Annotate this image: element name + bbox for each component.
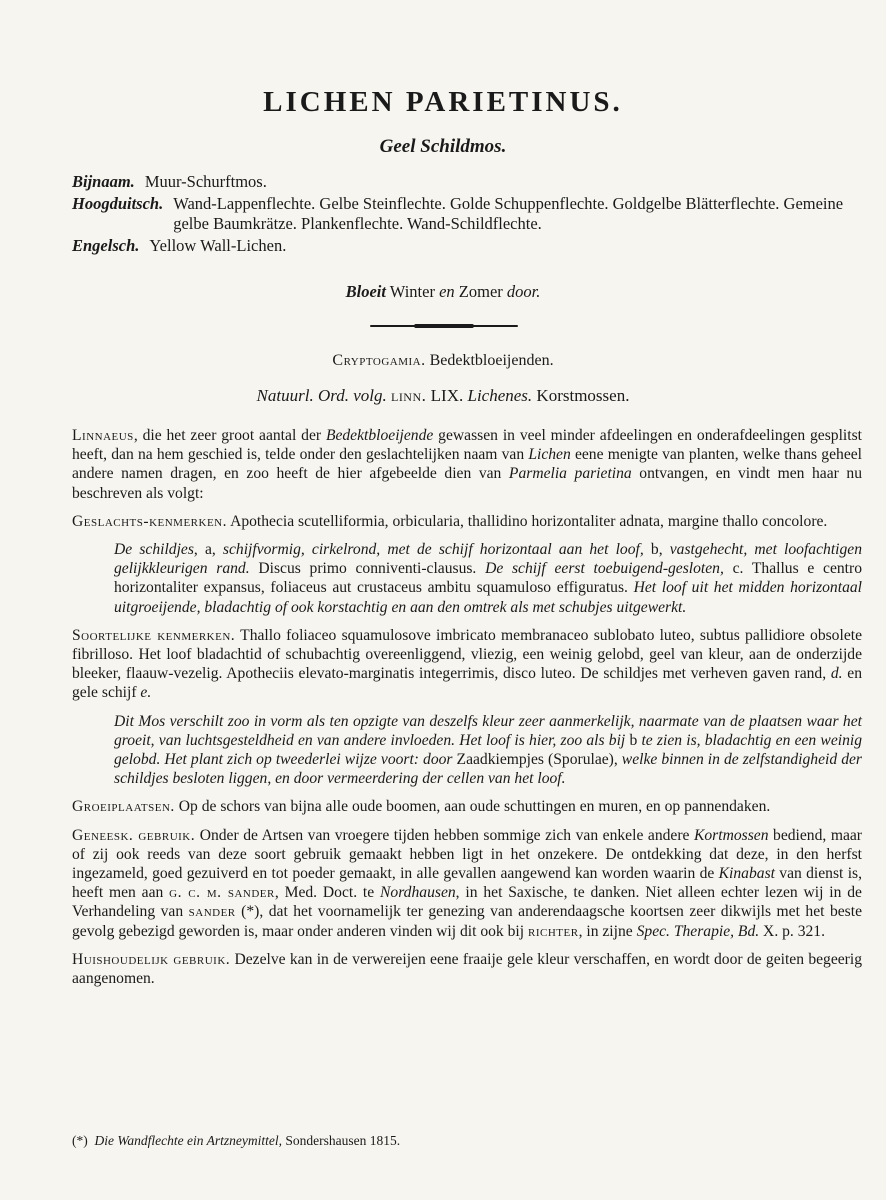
paragraph-lead: Linnaeus <box>72 427 134 444</box>
name-label: Engelsch. <box>72 236 140 255</box>
flowering-line <box>0 282 886 302</box>
name-row <box>72 236 862 256</box>
species-note <box>114 712 862 789</box>
name-label: Bijnaam. <box>72 172 135 191</box>
order-text: Natuurl. Ord. volg. <box>256 386 387 405</box>
name-text: Wand-Lappenflechte. Gelbe Steinflechte. Golde Schuppenflechte. Goldgelbe Blätterflechte. Gemeine gelbe Baumkrätze. Plankenflechte. Wand-Schildflechte. <box>173 194 844 233</box>
text-run: De schildjes <box>114 541 194 559</box>
text-run: , die het zeer groot aantal der <box>133 427 326 444</box>
text-run: Parmelia parietina <box>508 465 632 483</box>
text-run: vastgehecht, met loofachtigen gelijkkleurigen rand. <box>114 541 862 578</box>
text-run: X. p. 321. <box>759 922 825 940</box>
text-run: en door vermeerdering der cellen van het loof. <box>275 770 566 788</box>
text-run: Kortmossen <box>693 826 769 844</box>
text-run: Thallo foliaceo squamulosove imbricato membranaceo sublobato luteo, subtus pallidiore obsolete fibrilloso. Het loof bladachtid of schubachtig overeenliggend, vliezig, een weinig gelobd, geel van kleur, aan de onderzijde bleeker, flaauw-vezelig. Apotheciis elevato-marginatis integerrimis, disco luteo. De schildjes met verheven gaven rand, <box>72 626 862 683</box>
flowering-word: door. <box>506 282 541 301</box>
flowering-word: Winter <box>389 282 435 301</box>
divider-rule <box>370 325 518 327</box>
text-run: Dezelve kan in de verwereijen eene fraaije gele kleur verschaffen, en wordt door de geiten begeerig aangenomen. <box>72 950 862 988</box>
body-text <box>72 426 862 997</box>
text-run: , in het Saxische, te danken. Niet alleen echter lezen wij in de Verhandeling van <box>72 884 862 921</box>
text-run: Spec. Therapie, Bd. <box>636 922 760 940</box>
name-label: Hoogduitsch. <box>72 194 164 213</box>
text-run: van dienst is, heeft men aan <box>72 865 862 902</box>
text-run: e. <box>140 684 152 702</box>
text-run: gewassen in veel minder afdeelingen en onderafdeelingen gesplitst heeft, dan na hem geschied is, telde onder den geslachtelijken naam van <box>72 427 862 464</box>
name-text: Muur-Schurftmos. <box>144 172 267 191</box>
text-run: (*), dat het voornamelijk ter genezing van anderendaagsche koortsen zeer dikwijls met het beste gevolg gebezigd geworden is, maar onder anderen vinden wij dit ook bij <box>72 903 862 940</box>
flowering-word: Zomer <box>458 282 503 301</box>
text-run: Lichen <box>528 446 571 464</box>
paragraph-lead: Groeiplaatsen. <box>72 798 175 816</box>
text-run: Onder de Artsen van vroegere tijden hebben sommige zich van enkele andere <box>195 826 694 844</box>
text-run: eene menigte van planten, welke thans geheel andere namen dragen, en zoo heeft de hier afgebeelde dien van <box>72 446 862 483</box>
order-text: LIX. <box>430 386 464 405</box>
page-title: LICHEN PARIETINUS. <box>263 86 623 118</box>
paragraph-lead: Huishoudelijk gebruik. <box>72 950 231 968</box>
text-run: richter <box>528 922 579 940</box>
class-label: Cryptogamia. <box>332 352 426 369</box>
genus-paragraph <box>72 512 862 531</box>
order-text: linn. <box>390 386 427 405</box>
text-run: bediend, maar of zij ook reeds van deze soort gebruik gemaakt hebben ligt in het onzekere. De ontdekking dat deze, in den herfst ingezameld, goed gezuiverd en tot poeder gemaakt, in alle gevallen aangewend kan worden waarin de <box>72 826 862 883</box>
footnote-title: Die Wandflechte ein Artzneymittel, <box>94 1133 282 1148</box>
text-run: , Med. Doct. te <box>274 884 380 902</box>
species-paragraph <box>72 626 862 703</box>
footnote <box>72 1133 862 1149</box>
class-text: Bedektbloeijenden. <box>429 352 554 369</box>
order-text: Korstmossen. <box>536 386 630 405</box>
text-run: en gele schijf <box>72 665 862 702</box>
text-run: sander <box>188 903 236 921</box>
footnote-text: Sondershausen 1815. <box>281 1133 401 1148</box>
name-row <box>72 194 862 234</box>
name-text: Yellow Wall-Lichen. <box>149 236 287 255</box>
paragraph-lead: Geslachts-kenmerken. <box>72 512 228 530</box>
text-run: Bedektbloeijende <box>325 427 434 444</box>
flowering-word: Bloeit <box>345 282 386 301</box>
common-names <box>72 172 862 258</box>
text-run: Discus primo conniventi-clausus. <box>249 560 486 578</box>
flowering-word: en <box>439 282 455 301</box>
text-run: g. c. m. sander <box>169 884 275 902</box>
household-paragraph <box>72 950 862 988</box>
intro-paragraph <box>72 426 862 503</box>
text-run: , in zijne <box>578 922 637 940</box>
paragraph-lead: Soortelijke kenmerken. <box>72 626 236 644</box>
footnote-mark: (*) <box>72 1133 88 1148</box>
text-run: Op de schors van bijna alle oude boomen, aan oude schuttingen en muren, en op pannendaken. <box>174 798 771 816</box>
medicinal-paragraph <box>72 826 862 941</box>
text-run: schijfvormig, cirkelrond, met de schijf horizontaal aan het loof, <box>222 541 644 559</box>
text-run: Het loof uit het midden horizontaal uitgroeijende, bladachtig of ook korstachtig en aan den omtrek als met schubjes uitgewerkt. <box>114 579 862 616</box>
text-run: , <box>267 770 276 788</box>
order-line <box>0 386 886 406</box>
text-run: te zien is, bladachtig en een weinig gelobd. Het plant zich op tweederlei wijze voort: door <box>114 731 863 769</box>
text-run: De schijf eerst toebuigend-gesloten, <box>485 560 724 578</box>
classification-line <box>0 352 886 370</box>
text-run: Zaadkiempjes (Sporulae), <box>452 751 622 769</box>
order-text: Lichenes. <box>467 386 533 405</box>
habitat-paragraph <box>72 797 862 816</box>
page-subtitle: Geel Schildmos. <box>379 136 507 157</box>
text-run: Dit Mos verschilt zoo in vorm als ten opzigte van deszelfs kleur zeer aanmerkelijk, naarmate van de plaatsen waar het groeit, van luchtsgesteldheid en van andere invloeden. Het loof is hier, zoo als bij <box>114 712 862 749</box>
text-run: b <box>625 731 642 749</box>
genus-note <box>114 540 862 617</box>
paragraph-lead: Geneesk. gebruik. <box>72 826 196 844</box>
name-row <box>72 172 862 192</box>
text-run: Nordhausen <box>380 884 456 902</box>
text-run: c. Thallus e centro horizontaliter expansus, foliaceus aut crustaceus ambitu squamuloso effiguratus. <box>114 560 862 597</box>
text-run: , a, <box>193 541 223 559</box>
text-run: b, <box>643 541 670 559</box>
text-run: welke binnen in de zelfstandigheid der schildjes besloten liggen <box>114 751 862 788</box>
text-run: ontvangen, en vindt men haar nu beschreven als volgt: <box>72 465 863 502</box>
text-run: Apothecia scutelliformia, orbicularia, thallidino horizontaliter adnata, margine thallo concolore. <box>227 512 828 530</box>
text-run: Kinabast <box>718 865 775 883</box>
text-run: d. <box>830 665 843 683</box>
